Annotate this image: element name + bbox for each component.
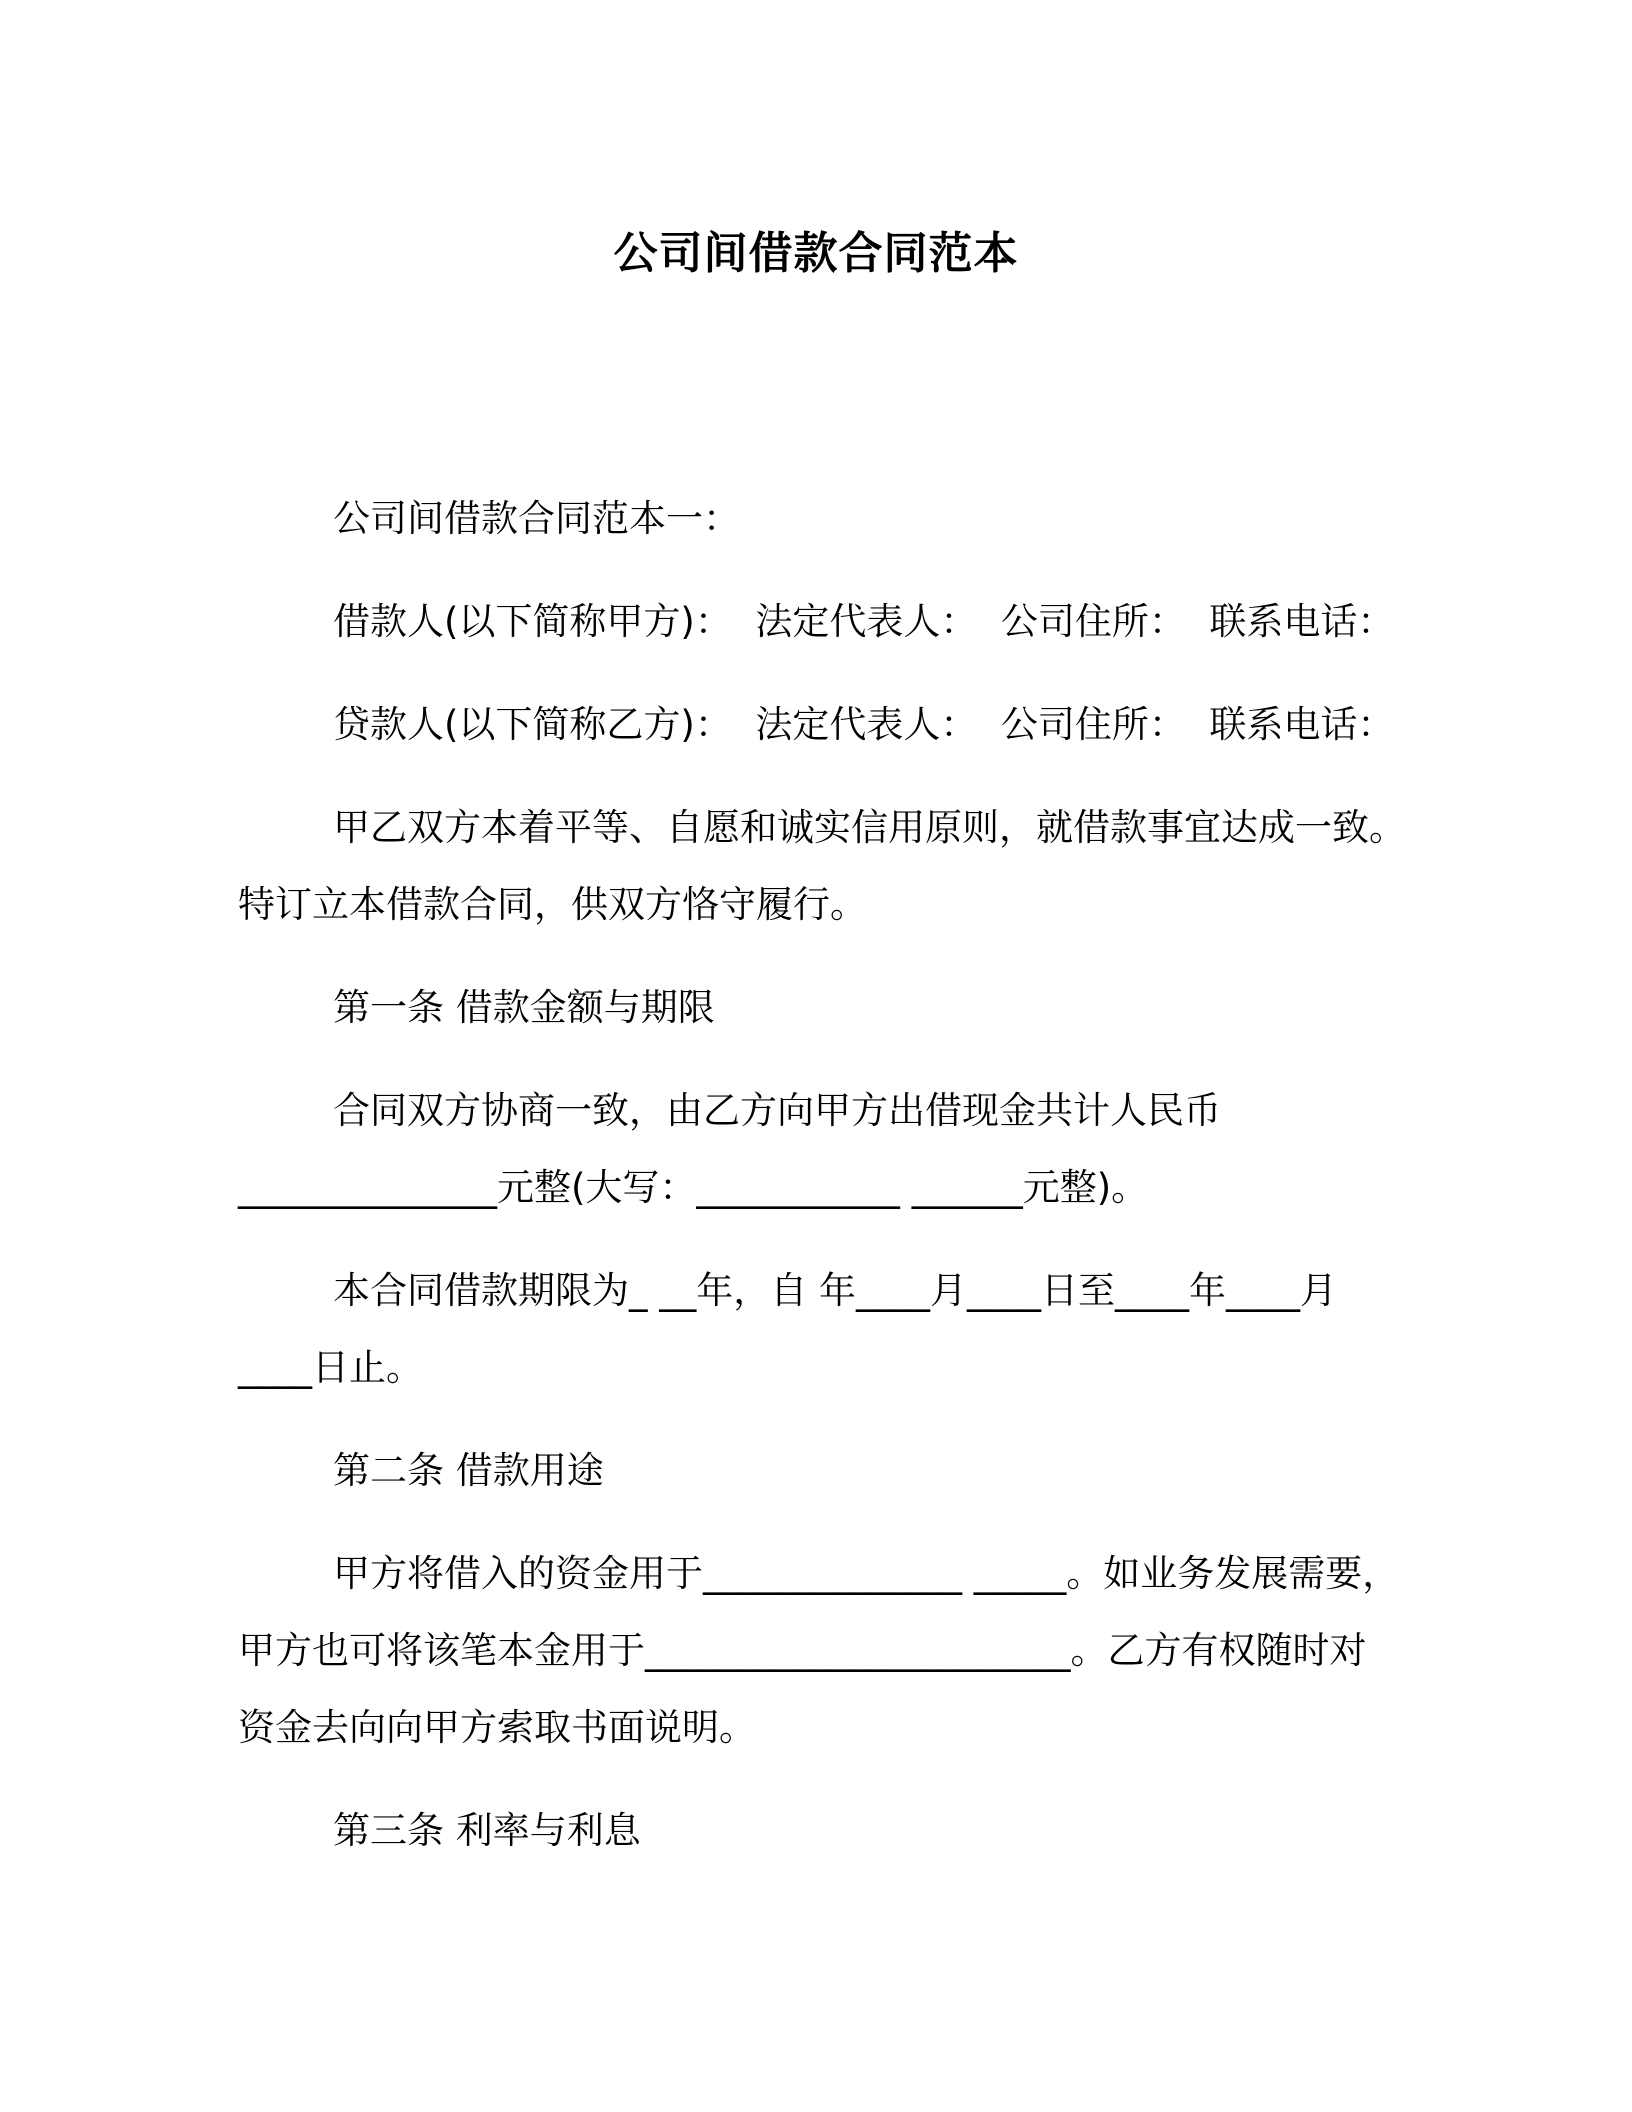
article-2-heading: 第二条 借款用途 bbox=[333, 1449, 604, 1492]
lender-info-line: 贷款人(以下简称乙方)： 法定代表人： 公司住所： 联系电话： bbox=[333, 703, 1395, 746]
article-3-heading: 第三条 利率与利息 bbox=[333, 1809, 641, 1852]
article-2-para-line-1: 甲方将借入的资金用于______________ _____。如业务发展需要， bbox=[333, 1552, 1400, 1595]
article-1-para-1-line-2: ______________元整(大写：___________ ______元整)。 bbox=[238, 1166, 1149, 1209]
article-1-para-2-line-1: 本合同借款期限为_ __年，自 年____月____日至____年____月 bbox=[333, 1269, 1338, 1312]
preamble-line-1: 甲乙双方本着平等、自愿和诚实信用原则，就借款事宜达成一致。 bbox=[333, 806, 1406, 849]
preamble-line-2: 特订立本借款合同，供双方恪守履行。 bbox=[238, 883, 867, 926]
section-heading-template-one: 公司间借款合同范本一： bbox=[333, 497, 740, 540]
borrower-info-line: 借款人(以下简称甲方)： 法定代表人： 公司住所： 联系电话： bbox=[333, 600, 1395, 643]
article-2-para-line-2: 甲方也可将该笔本金用于_______________________。乙方有权随时对 bbox=[238, 1629, 1367, 1672]
article-1-para-1-line-1: 合同双方协商一致，由乙方向甲方出借现金共计人民币 bbox=[333, 1089, 1221, 1132]
article-1-para-2-line-2: ____日止。 bbox=[238, 1346, 423, 1389]
document-title: 公司间借款合同范本 bbox=[613, 228, 1019, 279]
article-2-para-line-3: 资金去向向甲方索取书面说明。 bbox=[238, 1706, 756, 1749]
article-1-heading: 第一条 借款金额与期限 bbox=[333, 986, 715, 1029]
